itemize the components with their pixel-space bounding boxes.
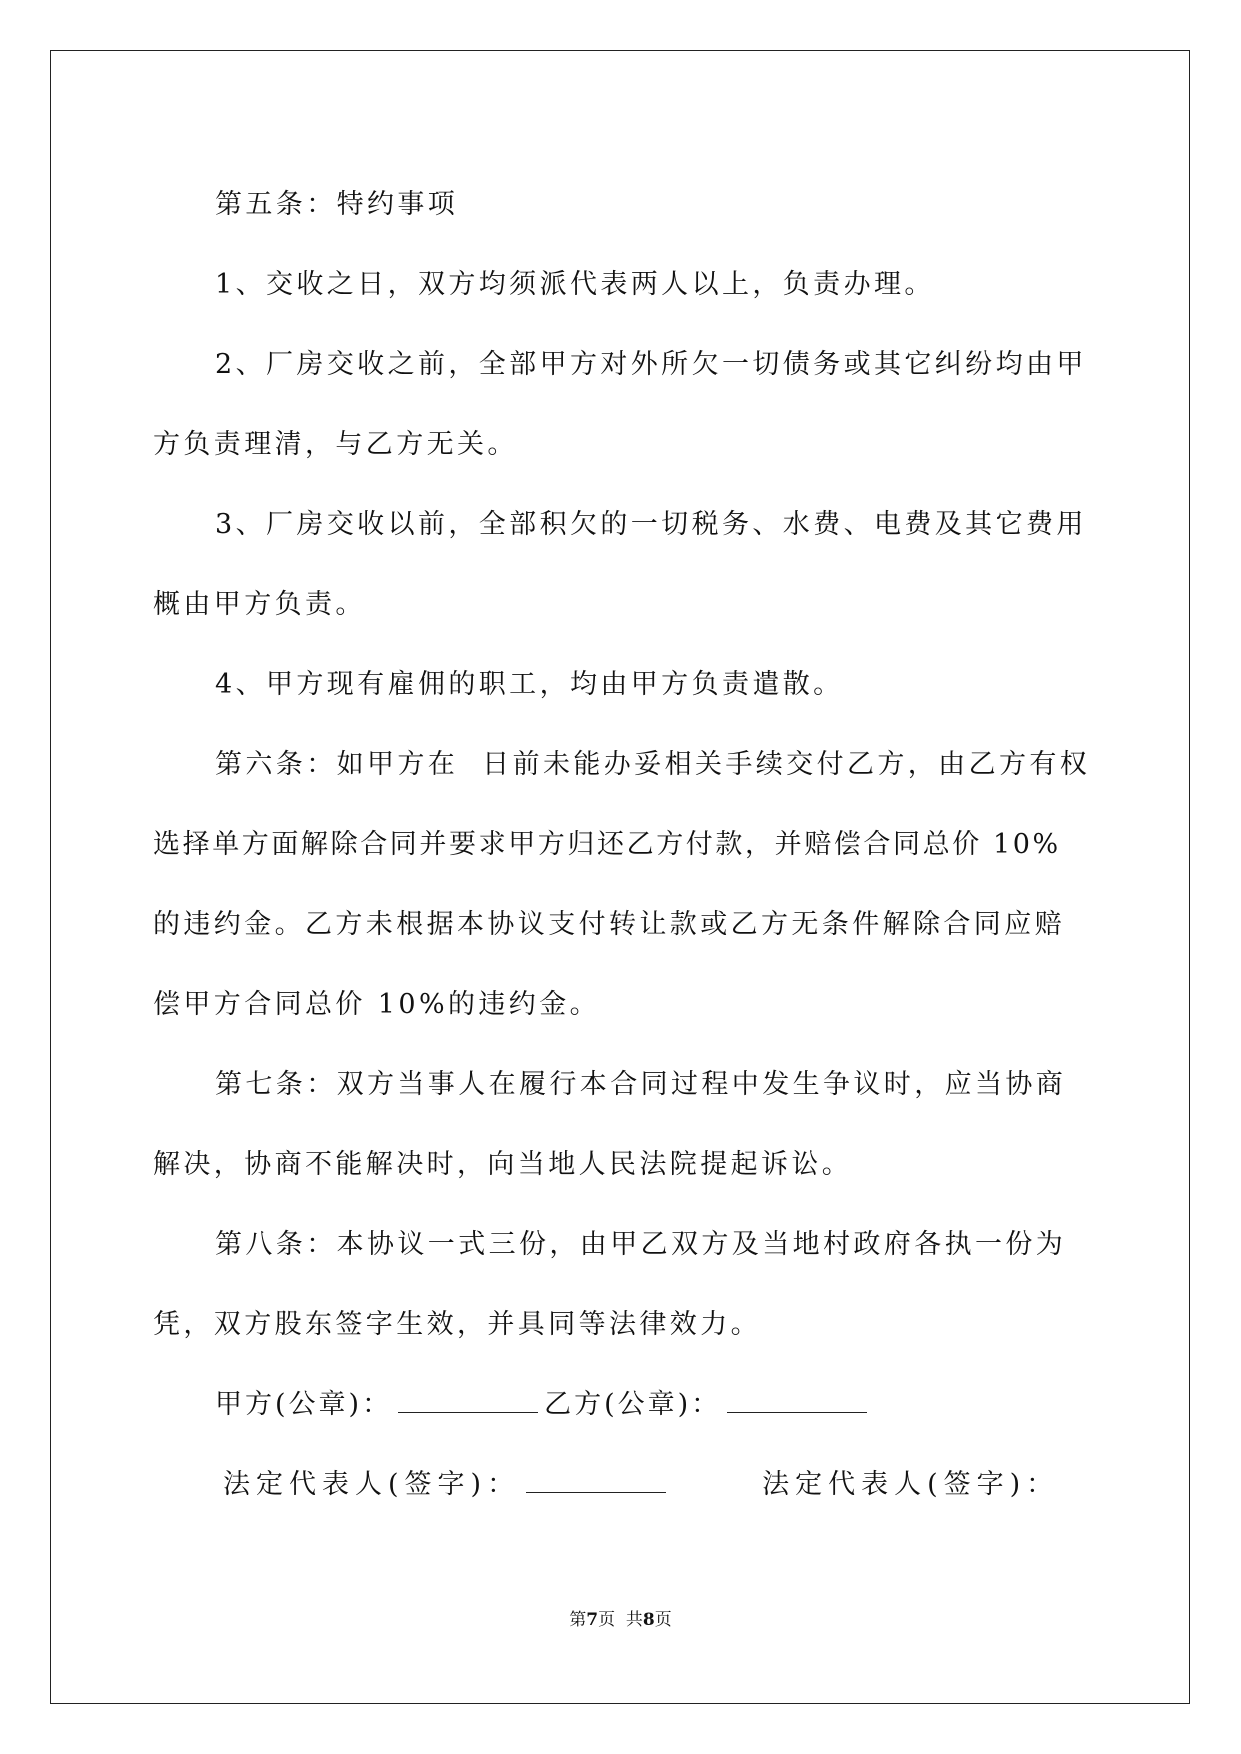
party-b-seal-label: 乙方(公章)： (544, 1389, 722, 1420)
clause-5-item-1: 1、交收之日，双方均须派代表两人以上，负责办理。 (215, 269, 935, 300)
footer-current-page: 7 (586, 1610, 599, 1630)
clause-5-item-2-line-1: 2、厂房交收之前，全部甲方对外所欠一切债务或其它纠纷均由甲 (215, 349, 1087, 380)
clause-5-item-2-line-2: 方负责理清，与乙方无关。 (153, 429, 518, 460)
clause-6-line-1: 第六条：如甲方在 日前未能办妥相关手续交付乙方，由乙方有权 (215, 749, 1091, 780)
clause-6-line-2: 选择单方面解除合同并要求甲方归还乙方付款，并赔偿合同总价 10% (153, 829, 1061, 860)
clause-6-line-3: 的违约金。乙方未根据本协议支付转让款或乙方无条件解除合同应赔 (153, 909, 1065, 940)
party-b-rep-label: 法定代表人(签字)： (762, 1469, 1060, 1500)
representative-signature-row (153, 1445, 1091, 1525)
party-a-rep-label: 法定代表人(签字)： (223, 1469, 521, 1500)
page-footer (0, 1605, 1241, 1630)
clause-8-line-2: 凭，双方股东签字生效，并具同等法律效力。 (153, 1309, 761, 1340)
clause-8-line-1: 第八条：本协议一式三份，由甲乙双方及当地村政府各执一份为 (215, 1229, 1067, 1260)
seal-signature-row (153, 1365, 1091, 1445)
footer-mid: 页 共 (598, 1610, 643, 1630)
clause-5-item-4: 4、甲方现有雇佣的职工，均由甲方负责遣散。 (215, 669, 844, 700)
footer-prefix: 第 (569, 1610, 587, 1630)
party-a-seal-blank[interactable] (398, 1390, 538, 1413)
clause-7-line-1: 第七条：双方当事人在履行本合同过程中发生争议时，应当协商 (215, 1069, 1067, 1100)
clause-5-item-3-line-1: 3、厂房交收以前，全部积欠的一切税务、水费、电费及其它费用 (215, 509, 1087, 540)
document-body (153, 165, 1091, 1525)
clause-6-line-4: 偿甲方合同总价 10%的违约金。 (153, 989, 600, 1020)
party-a-seal-label: 甲方(公章)： (215, 1389, 393, 1420)
clause-7-line-2: 解决，协商不能解决时，向当地人民法院提起诉讼。 (153, 1149, 853, 1180)
clause-5-item-3-line-2: 概由甲方负责。 (153, 589, 366, 620)
party-a-rep-blank[interactable] (526, 1470, 666, 1493)
clause-5-heading: 第五条：特约事项 (215, 189, 459, 220)
footer-total-pages: 8 (642, 1610, 655, 1630)
footer-suffix: 页 (654, 1610, 672, 1630)
party-b-seal-blank[interactable] (727, 1390, 867, 1413)
